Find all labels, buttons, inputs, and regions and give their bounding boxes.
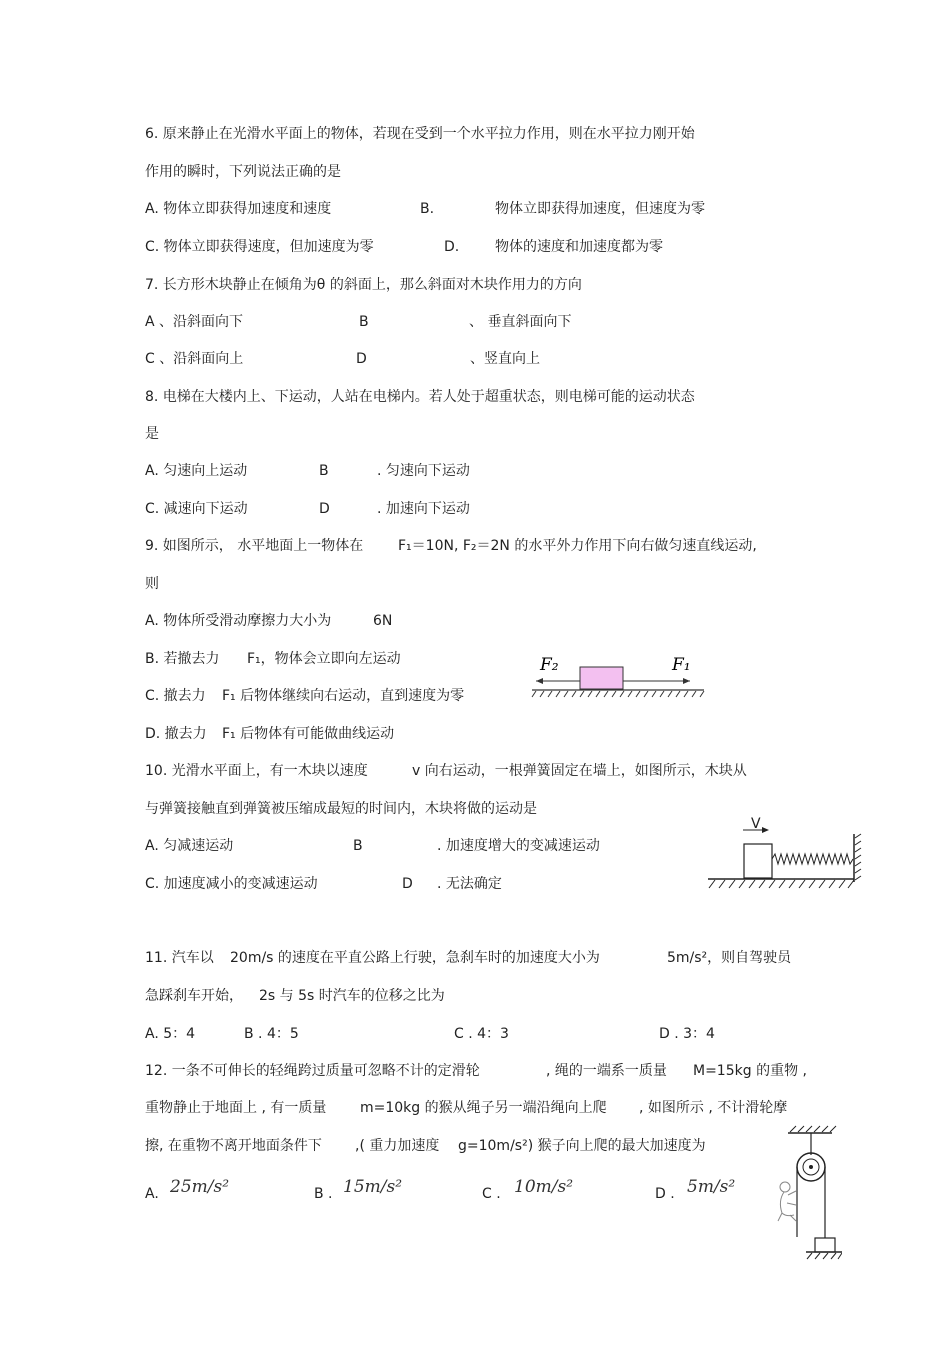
q10-option-d-text: . 无法确定 (437, 876, 502, 892)
q10-option-c: C. 加速度减小的变减速运动 (145, 876, 318, 892)
q12-stem-line1-part3: M=15kg 的重物 , (693, 1063, 807, 1079)
q8-stem-line2: 是 (145, 426, 159, 442)
q11-stem-line2-part2: 2s 与 5s 时汽车的位移之比为 (259, 988, 445, 1004)
q11-option-b: B . 4：5 (244, 1026, 299, 1042)
q6-option-b-label: B. (420, 201, 435, 217)
q9-option-b-text: B. 若撤去力 (145, 651, 220, 667)
q9-option-b-tail: F₁，物体会立即向左运动 (247, 651, 401, 667)
q9-figure-f2-label: F₂ (540, 655, 559, 675)
q11-option-c: C . 4：3 (454, 1026, 509, 1042)
q12-figure-monkey (778, 1182, 796, 1221)
q10-option-b-label: B (353, 838, 363, 854)
q10-stem-part2: v 向右运动，一根弹簧固定在墙上，如图所示，木块从 (412, 763, 747, 779)
q9-figure-f1-arrowhead (683, 678, 690, 684)
q10-figure-block (744, 844, 772, 878)
q11-stem-part1: 11. 汽车以 (145, 950, 214, 966)
q8-option-c: C. 减速向下运动 (145, 501, 248, 517)
q12-stem-line3-part2: ,( 重力加速度 (355, 1138, 440, 1154)
q10-stem-part1: 10. 光滑水平面上，有一木块以速度 (145, 763, 368, 779)
q6-option-d-text: 物体的速度和加速度都为零 (495, 239, 663, 255)
q6-stem-line2: 作用的瞬时，下列说法正确的是 (145, 164, 341, 180)
q12-stem-line2-part2: m=10kg 的猴从绳子另一端沿绳向上爬 (360, 1100, 607, 1116)
q8-option-b-text: . 匀速向下运动 (377, 463, 470, 479)
q9-option-c-text: C. 撤去力 (145, 688, 206, 704)
q12-option-d-value: 5m/s² (687, 1177, 736, 1197)
q12-figure-pulley-axle (809, 1165, 813, 1169)
q12-stem-line3-part3: g=10m/s²) 猴子向上爬的最大加速度为 (458, 1138, 706, 1154)
q9-option-c-tail: F₁ 后物体继续向右运动，直到速度为零 (222, 688, 465, 704)
q11-option-d: D . 3：4 (659, 1026, 715, 1042)
q7-option-d-label: D (356, 351, 367, 367)
q10-figure-velocity-arrowhead (762, 827, 769, 833)
q8-option-a: A. 匀速向上运动 (145, 463, 248, 479)
q10-figure-v-label: V (751, 816, 761, 832)
q7-option-b-text: 、 垂直斜面向下 (469, 314, 572, 330)
q7-option-b-label: B (359, 314, 369, 330)
q9-option-a-text: A. 物体所受滑动摩擦力大小为 (145, 613, 332, 629)
q12-figure-ceiling-hatch (790, 1126, 836, 1132)
q10-option-b-text: . 加速度增大的变减速运动 (437, 838, 600, 854)
q12-option-c-value: 10m/s² (514, 1177, 574, 1197)
q9-stem-part1: 9. 如图所示， 水平地面上一物体在 (145, 538, 364, 554)
q12-stem-line2-part3: , 如图所示 , 不计滑轮摩 (639, 1100, 788, 1116)
q10-stem-line2: 与弹簧接触直到弹簧被压缩成最短的时间内，木块将做的运动是 (145, 801, 537, 817)
q12-figure-weight (815, 1238, 835, 1252)
q7-option-a: A 、沿斜面向下 (145, 314, 244, 330)
q12-option-b-value: 15m/s² (343, 1177, 403, 1197)
q12-stem-line1-part2: , 绳的一端系一质量 (546, 1063, 667, 1079)
q8-option-d-label: D (319, 501, 330, 517)
q12-stem-line1-part1: 12. 一条不可伸长的轻绳跨过质量可忽略不计的定滑轮 (145, 1063, 480, 1079)
q7-option-d-text: 、竖直向上 (470, 351, 540, 367)
q12-figure-floor-hatch (807, 1253, 842, 1259)
q9-option-d-text: D. 撤去力 (145, 726, 207, 742)
q12-stem-line2-part1: 重物静止于地面上 , 有一质量 (145, 1100, 327, 1116)
q10-option-a: A. 匀减速运动 (145, 838, 234, 854)
q11-stem-part2: 20m/s 的速度在平直公路上行驶，急刹车时的加速度大小为 (230, 950, 600, 966)
q7-option-c: C 、沿斜面向上 (145, 351, 244, 367)
q12-option-c-label: C . (482, 1186, 501, 1202)
q8-stem-line1: 8. 电梯在大楼内上、下运动，人站在电梯内。若人处于超重状态，则电梯可能的运动状态 (145, 389, 695, 405)
q12-option-b-label: B . (314, 1186, 333, 1202)
q6-option-d-label: D. (444, 239, 460, 255)
q9-option-a-value: 6N (373, 613, 393, 629)
q11-stem-part3: 5m/s²，则自驾驶员 (667, 950, 792, 966)
q10-spring-diagram (705, 810, 867, 892)
q12-pulley-diagram (770, 1125, 842, 1265)
q10-option-d-label: D (402, 876, 413, 892)
q9-option-d-tail: F₁ 后物体有可能做曲线运动 (222, 726, 395, 742)
q11-option-a: A. 5：4 (145, 1026, 196, 1042)
q9-stem-part2: F₁＝10N, F₂＝2N 的水平外力作用下向右做匀速直线运动, (398, 538, 757, 554)
q9-figure-f2-arrowhead (536, 678, 543, 684)
q8-option-b-label: B (319, 463, 329, 479)
q9-force-diagram (528, 650, 713, 702)
q11-stem-line2-part1: 急踩刹车开始， (145, 988, 243, 1004)
q6-option-b-text: 物体立即获得加速度，但速度为零 (495, 201, 705, 217)
q9-figure-block (580, 667, 623, 689)
q6-option-c: C. 物体立即获得速度，但加速度为零 (145, 239, 374, 255)
q9-figure-ground-hatch (532, 691, 704, 697)
q12-option-a-value: 25m/s² (170, 1177, 230, 1197)
q8-option-d-text: . 加速向下运动 (377, 501, 470, 517)
q10-figure-ground-hatch (709, 880, 854, 888)
q10-figure-wall-hatch (855, 834, 861, 880)
q12-stem-line3-part1: 擦, 在重物不离开地面条件下 (145, 1138, 322, 1154)
q12-option-a-label: A. (145, 1186, 159, 1202)
q7-stem: 7. 长方形木块静止在倾角为θ 的斜面上，那么斜面对木块作用力的方向 (145, 277, 582, 293)
q9-stem-line2: 则 (145, 576, 159, 592)
q6-option-a: A. 物体立即获得加速度和速度 (145, 201, 332, 217)
q9-figure-f1-label: F₁ (672, 655, 691, 675)
q10-figure-spring (772, 854, 853, 864)
q12-option-d-label: D . (655, 1186, 675, 1202)
q6-stem-line1: 6. 原来静止在光滑水平面上的物体，若现在受到一个水平拉力作用，则在水平拉力刚开始 (145, 126, 695, 142)
